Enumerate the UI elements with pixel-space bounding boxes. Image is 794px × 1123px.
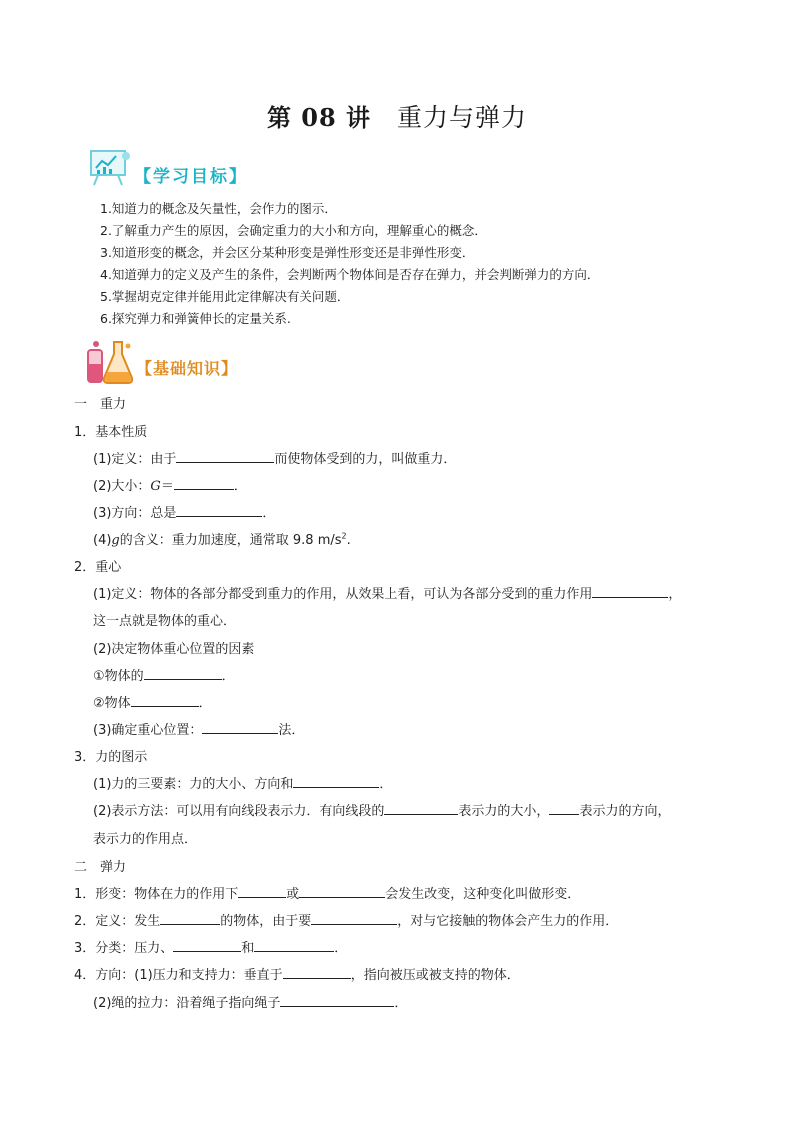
elastic-definition: 2．定义：发生 的物体，由于要 ，对与它接触的物体会产生力的作用． <box>74 914 619 929</box>
section-gravity: 一 重力 <box>74 397 127 412</box>
cg-factor-2: ②物体 ． <box>93 696 212 711</box>
cg-factors: (2)决定物体重心位置的因素 <box>93 642 255 657</box>
blank <box>144 667 222 680</box>
cg-definition: (1)定义：物体的各部分都受到重力的作用，从效果上看，可认为各部分受到的重力作用 ， <box>93 587 682 602</box>
blank <box>173 939 241 952</box>
page-title <box>0 98 794 134</box>
point-force-diagram: 3．力的图示 <box>74 750 148 765</box>
goal-item: 6.探究弹力和弹簧伸长的定量关系. <box>100 311 291 326</box>
goal-item: 4.知道弹力的定义及产生的条件，会判断两个物体间是否存在弹力，并会判断弹力的方向． <box>100 267 600 282</box>
blank <box>131 694 199 707</box>
blank <box>384 802 458 815</box>
blank <box>293 775 379 788</box>
cg-definition-cont: 这一点就是物体的重心． <box>93 614 237 629</box>
section-elastic-force: 二 弹力 <box>74 860 127 875</box>
lecture-topic: 重力与弹力 <box>397 103 528 132</box>
g-meaning: (4)g的含义：重力加速度，通常取 9.8 $m/s^2$. <box>93 531 351 548</box>
cg-locate: (3)确定重心位置： 法． <box>93 723 305 738</box>
gravity-size: (2)大小：G＝ ． <box>93 479 247 494</box>
blank <box>311 912 397 925</box>
point-basic-nature: 1．基本性质 <box>74 425 148 440</box>
blank <box>283 966 351 979</box>
blank <box>549 802 579 815</box>
blank <box>254 939 334 952</box>
goals-heading: 【学习目标】 <box>134 167 248 187</box>
goal-item: 2.了解重力产生的原因，会确定重力的大小和方向，理解重心的概念． <box>100 223 487 238</box>
lab-flask-icon <box>84 336 136 386</box>
force-representation: (2)表示方法：可以用有向线段表示力．有向线段的 表示力的大小， 表示力的方向， <box>93 804 671 819</box>
goal-item: 1.知道力的概念及矢量性，会作力的图示． <box>100 201 337 216</box>
elastic-deformation: 1．形变：物体在力的作用下 或 会发生改变，这种变化叫做形变． <box>74 887 581 902</box>
goal-item: 5.掌握胡克定律并能用此定律解决有关问题． <box>100 289 350 304</box>
force-three-elements: (1)力的三要素：力的大小、方向和 ． <box>93 777 393 792</box>
blank <box>176 504 262 517</box>
presentation-board-icon <box>88 148 132 188</box>
goal-item: 3.知道形变的概念，并会区分某种形变是弹性形变还是非弹性形变． <box>100 245 475 260</box>
gravity-definition: (1)定义：由于 而使物体受到的力，叫做重力． <box>93 452 457 467</box>
blank <box>238 885 286 898</box>
blank <box>202 721 278 734</box>
blank <box>174 477 234 490</box>
cg-factor-1: ①物体的 ． <box>93 669 235 684</box>
blank <box>280 994 394 1007</box>
blank <box>176 450 274 463</box>
blank <box>299 885 385 898</box>
knowledge-heading: 【基础知识】 <box>136 359 239 378</box>
rope-tension: (2)绳的拉力：沿着绳子指向绳子 ． <box>93 996 408 1011</box>
lecture-number: 第 08 讲 <box>266 103 372 132</box>
point-center-of-gravity: 2．重心 <box>74 560 122 575</box>
blank <box>160 912 220 925</box>
gravity-direction: (3)方向：总是 ． <box>93 506 276 521</box>
elastic-classification: 3．分类：压力、 和 ． <box>74 941 348 956</box>
blank <box>592 585 668 598</box>
elastic-direction: 4．方向：(1)压力和支持力：垂直于 ，指向被压或被支持的物体． <box>74 968 520 983</box>
force-representation-cont: 表示力的作用点． <box>93 832 198 847</box>
